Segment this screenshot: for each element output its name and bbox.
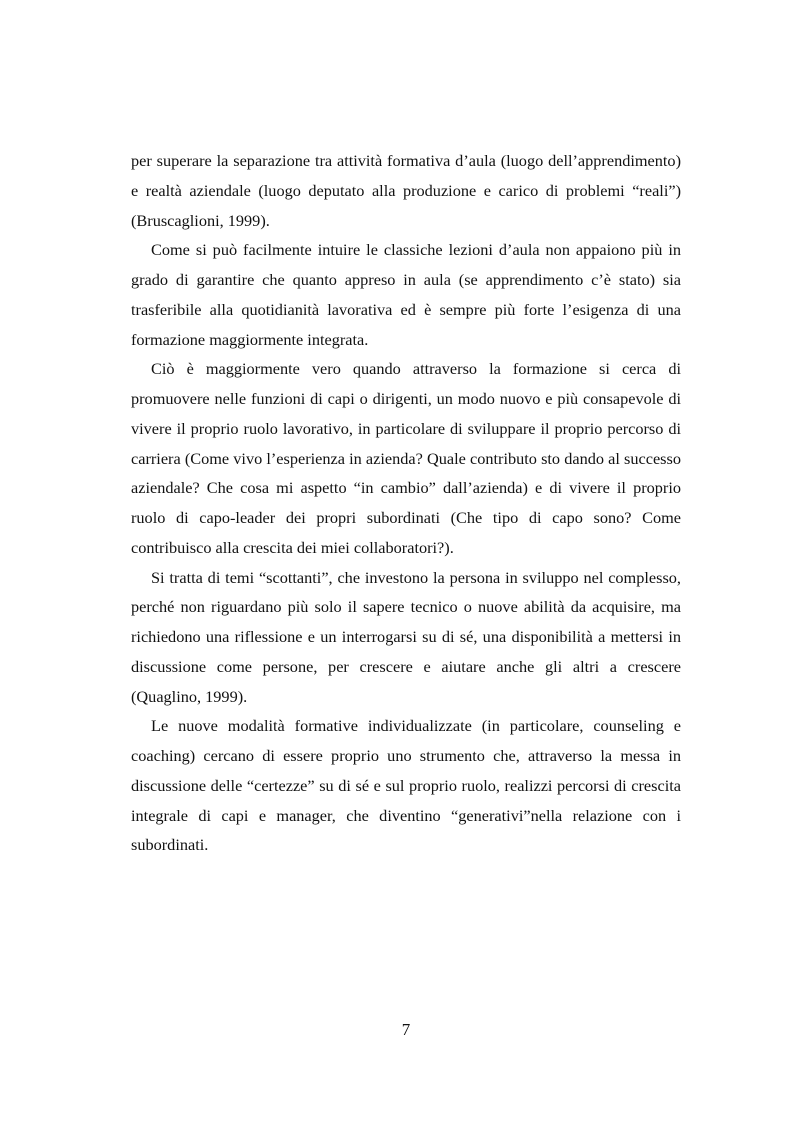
paragraph-hot-topics: Si tratta di temi “scottanti”, che investono la persona in sviluppo nel complesso, perché non riguardano più solo il sapere tecnico o nuove abilità da acquisire, ma richiedono una riflessione e un interrogarsi su di sé, una disponibilità a mettersi in discussione come persone, per crescere e aiutare anche gli altri a crescere (Quaglino, 1999). — [131, 567, 681, 706]
paragraph-continuation: per superare la separazione tra attività formativa d’aula (luogo dell’apprendimento) e realtà aziendale (luogo deputato alla produzione e carico di problemi “reali”) (Bruscaglioni, 1999). — [131, 151, 681, 230]
paragraph-classic-lessons: Come si può facilmente intuire le classiche lezioni d’aula non appaiono più in grado di garantire che quanto appreso in aula (se apprendimento c’è stato) sia trasferibile alla quotidianità lavorativa ed è sempre più forte l’esigenza di una formazione maggiormente integrata. — [131, 240, 681, 349]
page-number: 7 — [401, 1020, 411, 1039]
paragraph-managers-role: Ciò è maggiormente vero quando attraverso la formazione si cerca di promuovere nelle funzioni di capi o dirigenti, un modo nuovo e più consapevole di vivere il proprio ruolo lavorativo, in particolare di sviluppare il proprio percorso di carriera (Come vivo l’esperienza in azienda? Quale contributo sto dando al successo aziendale? Che cosa mi aspetto “in cambio” dall’azienda) e di vivere il proprio ruolo di capo-leader dei propri subordinati (Che tipo di capo sono? Come contribuisco alla crescita dei miei collaboratori?). — [131, 359, 681, 557]
paragraph-new-modalities: Le nuove modalità formative individualizzate (in particolare, counseling e coaching) cercano di essere proprio uno strumento che, attraverso la messa in discussione delle “certezze” su di sé e sul proprio ruolo, realizzi percorsi di crescita integrale di capi e manager, che diventino “generativi”nella relazione con i subordinati. — [131, 716, 681, 855]
body-text — [131, 146, 681, 860]
